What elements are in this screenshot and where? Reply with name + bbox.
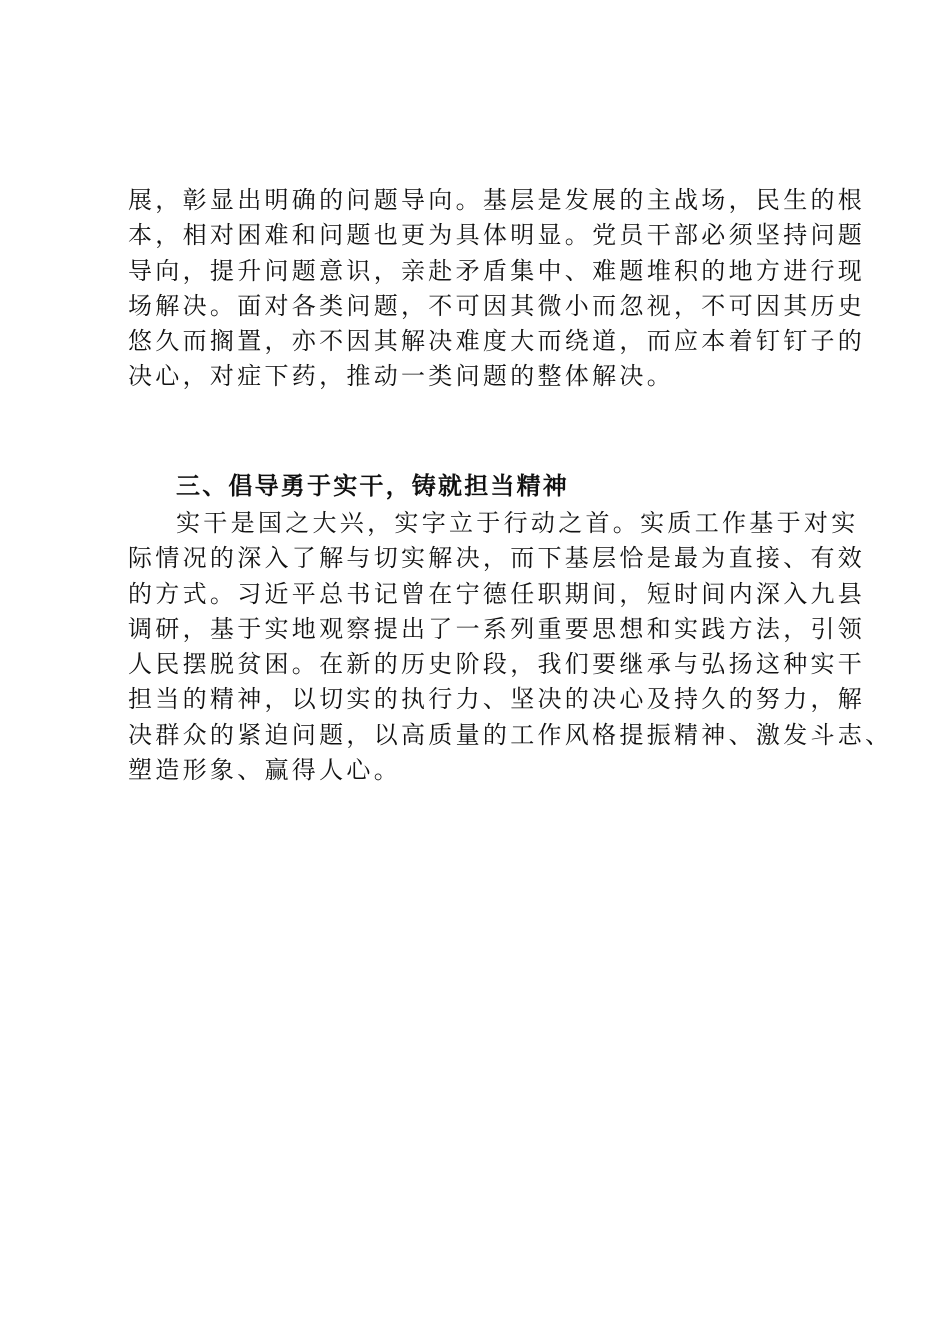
- paragraph-1-line: 场解决。面对各类问题，不可因其微小而忽视，不可因其历史: [128, 291, 866, 320]
- paragraph-2-line: 调研，基于实地观察提出了一系列重要思想和实践方法，引领: [128, 614, 866, 643]
- paragraph-2-line: 塑造形象、赢得人心。: [128, 756, 401, 785]
- paragraph-1-line: 悠久而搁置，亦不因其解决难度大而绕道，而应本着钉钉子的: [128, 327, 866, 356]
- paragraph-2: [128, 506, 893, 788]
- paragraph-1-line: 本，相对困难和问题也更为具体明显。党员干部必须坚持问题: [128, 221, 866, 250]
- paragraph-2-line: 的方式。习近平总书记曾在宁德任职期间，短时间内深入九县: [128, 579, 866, 608]
- paragraph-2-line: 实干是国之大兴，实字立于行动之首。实质工作基于对实: [176, 509, 859, 537]
- paragraph-1-line: 导向，提升问题意识，亲赴矛盾集中、难题堆积的地方进行现: [128, 256, 866, 285]
- paragraph-2-line: 际情况的深入了解与切实解决，而下基层恰是最为直接、有效: [128, 544, 866, 573]
- section-heading: 三、倡导勇于实干，铸就担当精神: [176, 472, 569, 500]
- paragraph-1-line: 展，彰显出明确的问题导向。基层是发展的主战场，民生的根: [128, 186, 866, 214]
- paragraph-1: [128, 183, 866, 395]
- paragraph-2-line: 担当的精神，以切实的执行力、坚决的决心及持久的努力，解: [128, 685, 866, 714]
- paragraph-2-line: 人民摆脱贫困。在新的历史阶段，我们要继承与弘扬这种实干: [128, 650, 866, 679]
- paragraph-2-line: 决群众的紧迫问题，以高质量的工作风格提振精神、激发斗志、: [128, 720, 893, 749]
- paragraph-1-line: 决心，对症下药，推动一类问题的整体解决。: [128, 362, 674, 391]
